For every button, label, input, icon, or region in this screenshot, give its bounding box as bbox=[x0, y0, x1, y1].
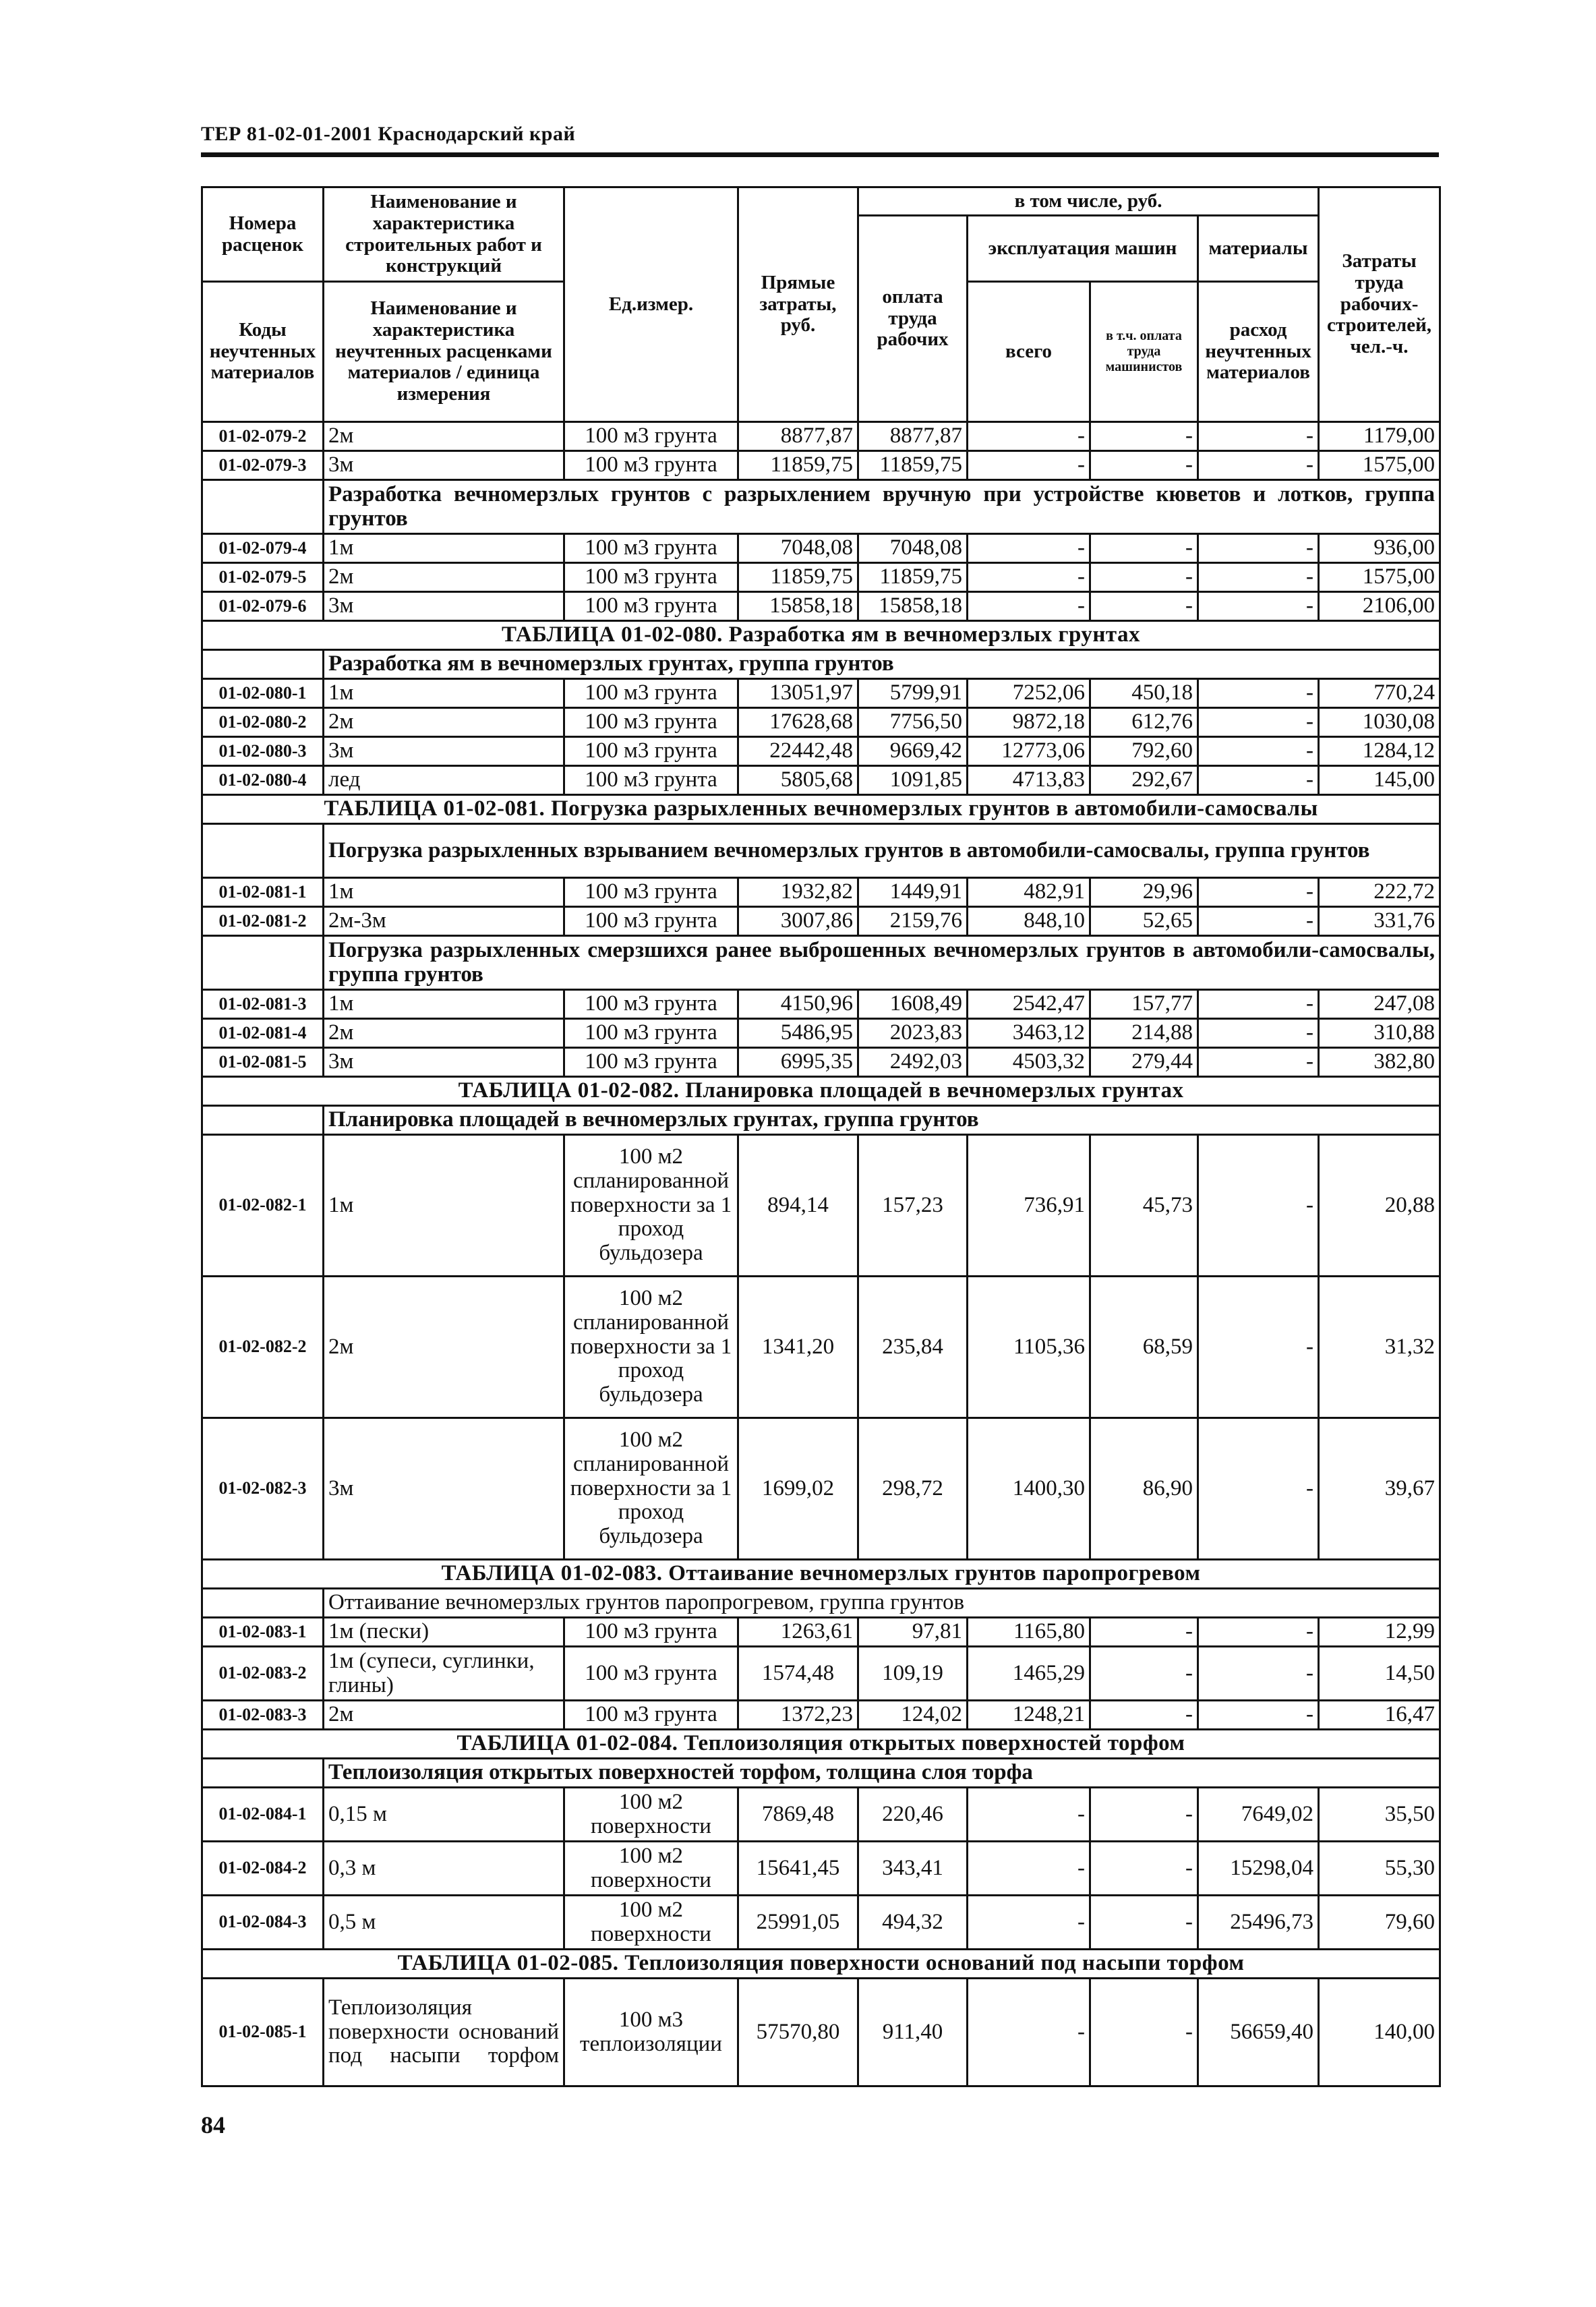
work-name: 2м-3м bbox=[324, 907, 564, 936]
materials-cost: 7649,02 bbox=[1198, 1788, 1319, 1842]
labor-pay: 2023,83 bbox=[858, 1019, 968, 1048]
table-title-row bbox=[202, 1560, 1440, 1589]
rate-code: 01-02-081-5 bbox=[202, 1048, 324, 1077]
col-head-name-top: Наименование и характеристика строительных работ и конструкций bbox=[324, 187, 564, 282]
rate-code: 01-02-085-1 bbox=[202, 1979, 324, 2086]
col-head-machinists: в т.ч. оплата труда машинистов bbox=[1090, 282, 1198, 422]
unit-cell: 100 м3 грунта bbox=[564, 766, 738, 795]
machines-total: 736,91 bbox=[968, 1135, 1090, 1277]
machines-total: 848,10 bbox=[968, 907, 1090, 936]
work-name: 2м bbox=[324, 1277, 564, 1418]
direct-costs: 15858,18 bbox=[738, 592, 858, 621]
table-title-row bbox=[202, 621, 1440, 650]
direct-costs: 11859,75 bbox=[738, 451, 858, 480]
machines-total: 1105,36 bbox=[968, 1277, 1090, 1418]
table-row bbox=[202, 1418, 1440, 1560]
materials-cost: - bbox=[1198, 1701, 1319, 1730]
table-title: ТАБЛИЦА 01-02-081. Погрузка разрыхленных вечномерзлых грунтов в автомобили-самосвалы bbox=[202, 795, 1440, 824]
table-row bbox=[202, 708, 1440, 737]
rate-code: 01-02-079-3 bbox=[202, 451, 324, 480]
materials-cost: - bbox=[1198, 592, 1319, 621]
direct-costs: 7869,48 bbox=[738, 1788, 858, 1842]
machinists-pay: - bbox=[1090, 1788, 1198, 1842]
labor-pay: 8877,87 bbox=[858, 422, 968, 451]
group-heading: Теплоизоляция открытых поверхностей торфом, толщина слоя торфа bbox=[324, 1759, 1440, 1788]
direct-costs: 6995,35 bbox=[738, 1048, 858, 1077]
group-code-cell bbox=[202, 1106, 324, 1135]
direct-costs: 1574,48 bbox=[738, 1647, 858, 1701]
group-code-cell bbox=[202, 936, 324, 990]
table-row bbox=[202, 1647, 1440, 1701]
table-title-row bbox=[202, 1950, 1440, 1979]
table-row bbox=[202, 878, 1440, 907]
group-row bbox=[202, 480, 1440, 534]
unit-cell: 100 м3 грунта bbox=[564, 422, 738, 451]
labor-pay: 5799,91 bbox=[858, 679, 968, 708]
work-name: 0,3 м bbox=[324, 1842, 564, 1896]
materials-cost: - bbox=[1198, 878, 1319, 907]
col-head-unit: Ед.измер. bbox=[564, 187, 738, 422]
materials-cost: - bbox=[1198, 1019, 1319, 1048]
col-head-direct: Прямые затраты, руб. bbox=[738, 187, 858, 422]
machinists-pay: - bbox=[1090, 1647, 1198, 1701]
labor-pay: 2159,76 bbox=[858, 907, 968, 936]
labor-hours: 140,00 bbox=[1319, 1979, 1440, 2086]
labor-hours: 382,80 bbox=[1319, 1048, 1440, 1077]
materials-cost: - bbox=[1198, 1135, 1319, 1277]
col-head-machines-total: всего bbox=[968, 282, 1090, 422]
table-title: ТАБЛИЦА 01-02-080. Разработка ям в вечномерзлых грунтах bbox=[202, 621, 1440, 650]
col-head-machines: эксплуатация машин bbox=[968, 216, 1198, 282]
machinists-pay: - bbox=[1090, 1842, 1198, 1896]
materials-cost: 25496,73 bbox=[1198, 1896, 1319, 1950]
unit-cell: 100 м2 спланированной поверхности за 1 проход бульдозера bbox=[564, 1277, 738, 1418]
table-row bbox=[202, 990, 1440, 1019]
group-row bbox=[202, 936, 1440, 990]
work-name: 1м bbox=[324, 534, 564, 563]
direct-costs: 7048,08 bbox=[738, 534, 858, 563]
labor-hours: 79,60 bbox=[1319, 1896, 1440, 1950]
table-row bbox=[202, 1135, 1440, 1277]
labor-hours: 770,24 bbox=[1319, 679, 1440, 708]
work-name: 1м bbox=[324, 878, 564, 907]
rate-code: 01-02-083-1 bbox=[202, 1618, 324, 1647]
unit-cell: 100 м2 поверхности bbox=[564, 1842, 738, 1896]
machinists-pay: - bbox=[1090, 1896, 1198, 1950]
direct-costs: 17628,68 bbox=[738, 708, 858, 737]
machinists-pay: 450,18 bbox=[1090, 679, 1198, 708]
table-row bbox=[202, 1701, 1440, 1730]
machines-total: 4503,32 bbox=[968, 1048, 1090, 1077]
labor-pay: 7756,50 bbox=[858, 708, 968, 737]
labor-pay: 157,23 bbox=[858, 1135, 968, 1277]
work-name: 0,5 м bbox=[324, 1896, 564, 1950]
work-name: 2м bbox=[324, 1701, 564, 1730]
materials-cost: - bbox=[1198, 422, 1319, 451]
materials-cost: - bbox=[1198, 563, 1319, 592]
materials-cost: - bbox=[1198, 907, 1319, 936]
labor-pay: 9669,42 bbox=[858, 737, 968, 766]
machinists-pay: 86,90 bbox=[1090, 1418, 1198, 1560]
unit-cell: 100 м3 грунта bbox=[564, 708, 738, 737]
work-name: 3м bbox=[324, 737, 564, 766]
group-heading: Разработка вечномерзлых грунтов с разрыхлением вручную при устройстве кюветов и лотков, группа грунтов bbox=[324, 480, 1440, 534]
group-row bbox=[202, 1759, 1440, 1788]
work-name: 2м bbox=[324, 563, 564, 592]
unit-cell: 100 м3 грунта bbox=[564, 1647, 738, 1701]
table-row bbox=[202, 451, 1440, 480]
labor-pay: 298,72 bbox=[858, 1418, 968, 1560]
table-row bbox=[202, 679, 1440, 708]
unit-cell: 100 м3 грунта bbox=[564, 592, 738, 621]
labor-pay: 109,19 bbox=[858, 1647, 968, 1701]
labor-hours: 310,88 bbox=[1319, 1019, 1440, 1048]
direct-costs: 3007,86 bbox=[738, 907, 858, 936]
work-name: 1м bbox=[324, 1135, 564, 1277]
unit-cell: 100 м3 грунта bbox=[564, 1701, 738, 1730]
group-heading: Оттаивание вечномерзлых грунтов паропрогревом, группа грунтов bbox=[324, 1589, 1440, 1618]
unit-cell: 100 м3 грунта bbox=[564, 534, 738, 563]
machinists-pay: 612,76 bbox=[1090, 708, 1198, 737]
rate-code: 01-02-080-4 bbox=[202, 766, 324, 795]
unit-cell: 100 м3 грунта bbox=[564, 990, 738, 1019]
group-row bbox=[202, 824, 1440, 878]
materials-cost: - bbox=[1198, 534, 1319, 563]
work-name: 0,15 м bbox=[324, 1788, 564, 1842]
machinists-pay: 29,96 bbox=[1090, 878, 1198, 907]
rate-code: 01-02-081-4 bbox=[202, 1019, 324, 1048]
direct-costs: 1341,20 bbox=[738, 1277, 858, 1418]
materials-cost: - bbox=[1198, 451, 1319, 480]
direct-costs: 13051,97 bbox=[738, 679, 858, 708]
col-head-materials-sub: расход неучтенных материалов bbox=[1198, 282, 1319, 422]
rate-code: 01-02-079-4 bbox=[202, 534, 324, 563]
table-title-row bbox=[202, 795, 1440, 824]
machines-total: - bbox=[968, 592, 1090, 621]
rate-code: 01-02-082-1 bbox=[202, 1135, 324, 1277]
table-title: ТАБЛИЦА 01-02-082. Планировка площадей в вечномерзлых грунтах bbox=[202, 1077, 1440, 1106]
col-head-incl: в том числе, руб. bbox=[858, 187, 1319, 216]
group-heading: Разработка ям в вечномерзлых грунтах, группа грунтов bbox=[324, 650, 1440, 679]
table-row bbox=[202, 1979, 1440, 2086]
unit-cell: 100 м3 грунта bbox=[564, 679, 738, 708]
rate-code: 01-02-083-3 bbox=[202, 1701, 324, 1730]
machinists-pay: - bbox=[1090, 422, 1198, 451]
direct-costs: 1932,82 bbox=[738, 878, 858, 907]
direct-costs: 4150,96 bbox=[738, 990, 858, 1019]
direct-costs: 57570,80 bbox=[738, 1979, 858, 2086]
header-row-1 bbox=[202, 187, 1440, 216]
machinists-pay: 279,44 bbox=[1090, 1048, 1198, 1077]
machines-total: - bbox=[968, 451, 1090, 480]
unit-cell: 100 м3 теплоизоляции bbox=[564, 1979, 738, 2086]
labor-hours: 2106,00 bbox=[1319, 592, 1440, 621]
machinists-pay: 214,88 bbox=[1090, 1019, 1198, 1048]
unit-cell: 100 м2 спланированной поверхности за 1 проход бульдозера bbox=[564, 1135, 738, 1277]
table-row bbox=[202, 534, 1440, 563]
table-row bbox=[202, 766, 1440, 795]
group-code-cell bbox=[202, 824, 324, 878]
labor-pay: 1449,91 bbox=[858, 878, 968, 907]
labor-pay: 1091,85 bbox=[858, 766, 968, 795]
machines-total: 1165,80 bbox=[968, 1618, 1090, 1647]
materials-cost: 56659,40 bbox=[1198, 1979, 1319, 2086]
labor-hours: 1575,00 bbox=[1319, 563, 1440, 592]
machinists-pay: 45,73 bbox=[1090, 1135, 1198, 1277]
group-row bbox=[202, 1589, 1440, 1618]
col-head-codes-top: Номера расценок bbox=[202, 187, 324, 282]
table-row bbox=[202, 563, 1440, 592]
materials-cost: 15298,04 bbox=[1198, 1842, 1319, 1896]
labor-hours: 14,50 bbox=[1319, 1647, 1440, 1701]
work-name: 1м (пески) bbox=[324, 1618, 564, 1647]
labor-pay: 15858,18 bbox=[858, 592, 968, 621]
unit-cell: 100 м3 грунта bbox=[564, 1019, 738, 1048]
work-name: Теплоизоляция поверхности оснований под насыпи торфом bbox=[324, 1979, 564, 2086]
labor-pay: 7048,08 bbox=[858, 534, 968, 563]
labor-hours: 20,88 bbox=[1319, 1135, 1440, 1277]
direct-costs: 1699,02 bbox=[738, 1418, 858, 1560]
machines-total: - bbox=[968, 1788, 1090, 1842]
labor-pay: 11859,75 bbox=[858, 451, 968, 480]
machines-total: - bbox=[968, 1842, 1090, 1896]
work-name: 1м bbox=[324, 990, 564, 1019]
direct-costs: 8877,87 bbox=[738, 422, 858, 451]
table-row bbox=[202, 1048, 1440, 1077]
rate-code: 01-02-083-2 bbox=[202, 1647, 324, 1701]
machinists-pay: - bbox=[1090, 563, 1198, 592]
work-name: 1м bbox=[324, 679, 564, 708]
table-row bbox=[202, 1788, 1440, 1842]
machines-total: - bbox=[968, 534, 1090, 563]
group-row bbox=[202, 1106, 1440, 1135]
labor-pay: 911,40 bbox=[858, 1979, 968, 2086]
group-code-cell bbox=[202, 1589, 324, 1618]
materials-cost: - bbox=[1198, 1277, 1319, 1418]
table-row bbox=[202, 1896, 1440, 1950]
group-code-cell bbox=[202, 650, 324, 679]
machines-total: - bbox=[968, 563, 1090, 592]
machines-total: 1400,30 bbox=[968, 1418, 1090, 1560]
table-title-row bbox=[202, 1730, 1440, 1759]
machines-total: 7252,06 bbox=[968, 679, 1090, 708]
materials-cost: - bbox=[1198, 1618, 1319, 1647]
labor-hours: 1030,08 bbox=[1319, 708, 1440, 737]
rate-code: 01-02-084-3 bbox=[202, 1896, 324, 1950]
machines-total: 3463,12 bbox=[968, 1019, 1090, 1048]
labor-pay: 97,81 bbox=[858, 1618, 968, 1647]
labor-hours: 936,00 bbox=[1319, 534, 1440, 563]
work-name: 3м bbox=[324, 451, 564, 480]
labor-hours: 16,47 bbox=[1319, 1701, 1440, 1730]
col-head-name-bottom: Наименование и характеристика неучтенных расценками материалов / единица измерения bbox=[324, 282, 564, 422]
work-name: 2м bbox=[324, 1019, 564, 1048]
unit-cell: 100 м2 поверхности bbox=[564, 1788, 738, 1842]
machines-total: - bbox=[968, 1979, 1090, 2086]
machinists-pay: 157,77 bbox=[1090, 990, 1198, 1019]
col-head-codes-bottom: Коды неучтенных материалов bbox=[202, 282, 324, 422]
machines-total: 12773,06 bbox=[968, 737, 1090, 766]
direct-costs: 15641,45 bbox=[738, 1842, 858, 1896]
materials-cost: - bbox=[1198, 708, 1319, 737]
machinists-pay: 68,59 bbox=[1090, 1277, 1198, 1418]
table-row bbox=[202, 1842, 1440, 1896]
rate-code: 01-02-080-3 bbox=[202, 737, 324, 766]
unit-cell: 100 м3 грунта bbox=[564, 1618, 738, 1647]
table-title-row bbox=[202, 1077, 1440, 1106]
materials-cost: - bbox=[1198, 679, 1319, 708]
table-row bbox=[202, 1019, 1440, 1048]
group-code-cell bbox=[202, 1759, 324, 1788]
rate-code: 01-02-082-3 bbox=[202, 1418, 324, 1560]
machinists-pay: - bbox=[1090, 534, 1198, 563]
materials-cost: - bbox=[1198, 1647, 1319, 1701]
rate-code: 01-02-080-1 bbox=[202, 679, 324, 708]
direct-costs: 1263,61 bbox=[738, 1618, 858, 1647]
materials-cost: - bbox=[1198, 766, 1319, 795]
running-header: ТЕР 81-02-01-2001 Краснодарский край bbox=[201, 123, 576, 145]
unit-cell: 100 м3 грунта bbox=[564, 878, 738, 907]
labor-pay: 343,41 bbox=[858, 1842, 968, 1896]
unit-cell: 100 м3 грунта bbox=[564, 907, 738, 936]
machines-total: 2542,47 bbox=[968, 990, 1090, 1019]
labor-hours: 222,72 bbox=[1319, 878, 1440, 907]
labor-pay: 1608,49 bbox=[858, 990, 968, 1019]
unit-cell: 100 м3 грунта bbox=[564, 563, 738, 592]
machines-total: 1248,21 bbox=[968, 1701, 1090, 1730]
direct-costs: 25991,05 bbox=[738, 1896, 858, 1950]
machines-total: 4713,83 bbox=[968, 766, 1090, 795]
labor-hours: 35,50 bbox=[1319, 1788, 1440, 1842]
machinists-pay: 52,65 bbox=[1090, 907, 1198, 936]
work-name: 3м bbox=[324, 1418, 564, 1560]
machinists-pay: - bbox=[1090, 451, 1198, 480]
labor-hours: 145,00 bbox=[1319, 766, 1440, 795]
work-name: 2м bbox=[324, 422, 564, 451]
group-heading: Погрузка разрыхленных смерзшихся ранее выброшенных вечномерзлых грунтов в автомобили-самосвалы, группа грунтов bbox=[324, 936, 1440, 990]
rate-code: 01-02-079-5 bbox=[202, 563, 324, 592]
machines-total: - bbox=[968, 422, 1090, 451]
rate-code: 01-02-084-1 bbox=[202, 1788, 324, 1842]
labor-hours: 1575,00 bbox=[1319, 451, 1440, 480]
table-row bbox=[202, 737, 1440, 766]
rate-code: 01-02-081-1 bbox=[202, 878, 324, 907]
col-head-labor-cost: Затраты труда рабочих-строителей, чел.-ч. bbox=[1319, 187, 1440, 422]
labor-pay: 124,02 bbox=[858, 1701, 968, 1730]
table-row bbox=[202, 1618, 1440, 1647]
labor-hours: 1179,00 bbox=[1319, 422, 1440, 451]
machines-total: 482,91 bbox=[968, 878, 1090, 907]
rate-code: 01-02-079-6 bbox=[202, 592, 324, 621]
labor-hours: 31,32 bbox=[1319, 1277, 1440, 1418]
direct-costs: 22442,48 bbox=[738, 737, 858, 766]
machinists-pay: - bbox=[1090, 1701, 1198, 1730]
direct-costs: 11859,75 bbox=[738, 563, 858, 592]
materials-cost: - bbox=[1198, 737, 1319, 766]
labor-hours: 331,76 bbox=[1319, 907, 1440, 936]
labor-hours: 247,08 bbox=[1319, 990, 1440, 1019]
labor-pay: 2492,03 bbox=[858, 1048, 968, 1077]
work-name: лед bbox=[324, 766, 564, 795]
materials-cost: - bbox=[1198, 1048, 1319, 1077]
labor-hours: 55,30 bbox=[1319, 1842, 1440, 1896]
col-head-labor: оплата труда рабочих bbox=[858, 216, 968, 422]
rate-code: 01-02-082-2 bbox=[202, 1277, 324, 1418]
rate-code: 01-02-081-2 bbox=[202, 907, 324, 936]
rate-code: 01-02-080-2 bbox=[202, 708, 324, 737]
group-code-cell bbox=[202, 480, 324, 534]
page-number: 84 bbox=[201, 2111, 225, 2138]
unit-cell: 100 м3 грунта bbox=[564, 1048, 738, 1077]
machines-total: 9872,18 bbox=[968, 708, 1090, 737]
machines-total: 1465,29 bbox=[968, 1647, 1090, 1701]
machines-total: - bbox=[968, 1896, 1090, 1950]
table-row bbox=[202, 592, 1440, 621]
labor-pay: 220,46 bbox=[858, 1788, 968, 1842]
machinists-pay: - bbox=[1090, 592, 1198, 621]
work-name: 3м bbox=[324, 1048, 564, 1077]
rate-code: 01-02-079-2 bbox=[202, 422, 324, 451]
header-rule bbox=[201, 152, 1439, 157]
table-row bbox=[202, 907, 1440, 936]
materials-cost: - bbox=[1198, 990, 1319, 1019]
table-title: ТАБЛИЦА 01-02-085. Теплоизоляция поверхности оснований под насыпи торфом bbox=[202, 1950, 1440, 1979]
unit-cell: 100 м3 грунта bbox=[564, 451, 738, 480]
direct-costs: 1372,23 bbox=[738, 1701, 858, 1730]
labor-hours: 39,67 bbox=[1319, 1418, 1440, 1560]
direct-costs: 5805,68 bbox=[738, 766, 858, 795]
work-name: 1м (супеси, суглинки, глины) bbox=[324, 1647, 564, 1701]
rates-table bbox=[201, 186, 1441, 2087]
direct-costs: 5486,95 bbox=[738, 1019, 858, 1048]
group-heading: Погрузка разрыхленных взрыванием вечномерзлых грунтов в автомобили-самосвалы, группа грунтов bbox=[324, 824, 1440, 878]
unit-cell: 100 м2 спланированной поверхности за 1 проход бульдозера bbox=[564, 1418, 738, 1560]
unit-cell: 100 м3 грунта bbox=[564, 737, 738, 766]
rate-code: 01-02-081-3 bbox=[202, 990, 324, 1019]
work-name: 3м bbox=[324, 592, 564, 621]
table-title: ТАБЛИЦА 01-02-084. Теплоизоляция открытых поверхностей торфом bbox=[202, 1730, 1440, 1759]
group-row bbox=[202, 650, 1440, 679]
labor-pay: 494,32 bbox=[858, 1896, 968, 1950]
work-name: 2м bbox=[324, 708, 564, 737]
labor-hours: 12,99 bbox=[1319, 1618, 1440, 1647]
machinists-pay: 792,60 bbox=[1090, 737, 1198, 766]
labor-hours: 1284,12 bbox=[1319, 737, 1440, 766]
col-head-materials: материалы bbox=[1198, 216, 1319, 282]
labor-pay: 11859,75 bbox=[858, 563, 968, 592]
unit-cell: 100 м2 поверхности bbox=[564, 1896, 738, 1950]
machinists-pay: - bbox=[1090, 1979, 1198, 2086]
machinists-pay: 292,67 bbox=[1090, 766, 1198, 795]
machinists-pay: - bbox=[1090, 1618, 1198, 1647]
direct-costs: 894,14 bbox=[738, 1135, 858, 1277]
group-heading: Планировка площадей в вечномерзлых грунтах, группа грунтов bbox=[324, 1106, 1440, 1135]
table-row bbox=[202, 422, 1440, 451]
table-title: ТАБЛИЦА 01-02-083. Оттаивание вечномерзлых грунтов паропрогревом bbox=[202, 1560, 1440, 1589]
labor-pay: 235,84 bbox=[858, 1277, 968, 1418]
table-row bbox=[202, 1277, 1440, 1418]
rate-code: 01-02-084-2 bbox=[202, 1842, 324, 1896]
materials-cost: - bbox=[1198, 1418, 1319, 1560]
